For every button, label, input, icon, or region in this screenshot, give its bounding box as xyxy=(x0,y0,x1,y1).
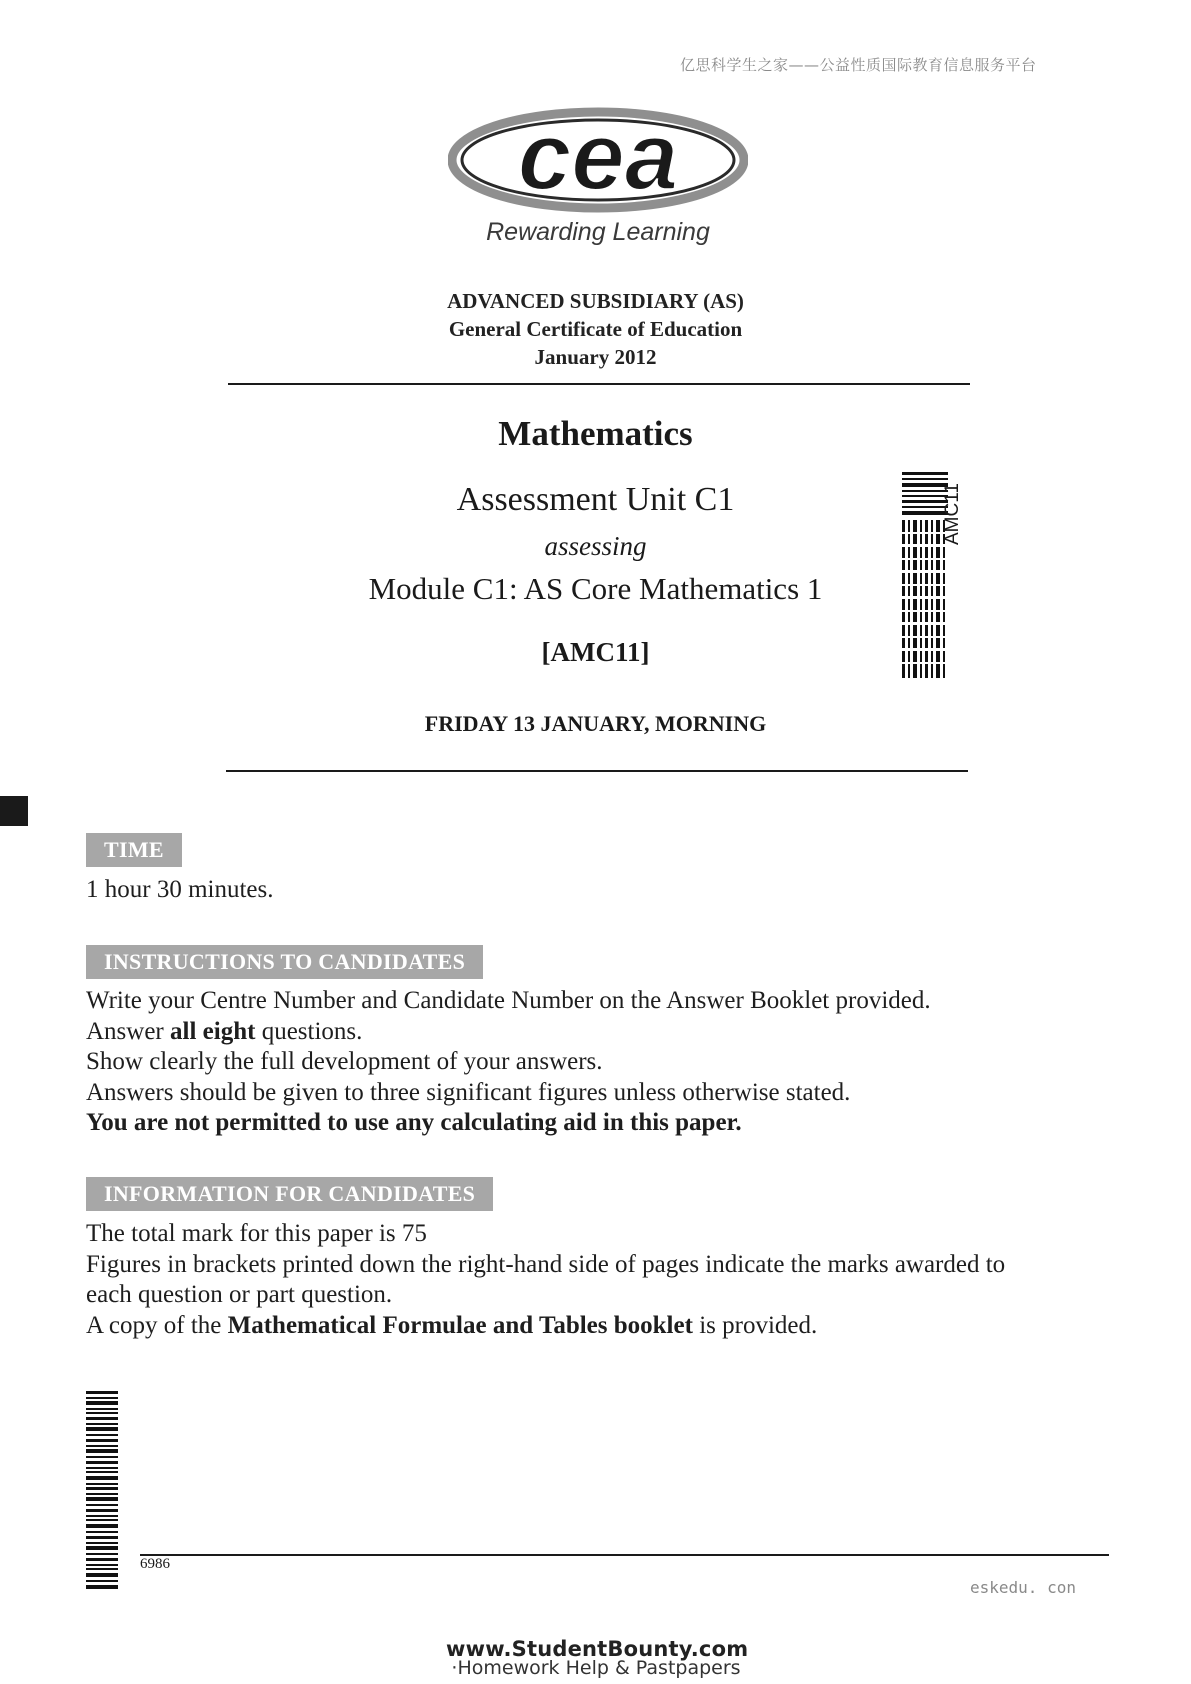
instruction-line: Answers should be given to three significant figures unless otherwise stated. xyxy=(86,1078,851,1106)
eskedu-watermark: eskedu. con xyxy=(970,1578,1076,1597)
module-name: Module C1: AS Core Mathematics 1 xyxy=(368,571,823,606)
footer-divider xyxy=(140,1554,1109,1556)
instruction-emphasis: all eight xyxy=(170,1017,256,1045)
information-line: each question or part question. xyxy=(86,1281,393,1308)
instruction-text: Answer xyxy=(86,1017,171,1045)
exam-date: FRIDAY 13 JANUARY, MORNING xyxy=(424,711,767,736)
page-number: 6986 xyxy=(140,1556,170,1572)
date-divider xyxy=(226,770,968,772)
exam-session: January 2012 xyxy=(534,345,657,369)
logo-text: cea xyxy=(517,103,679,210)
subject-title: Mathematics xyxy=(498,414,693,453)
qualification-level: ADVANCED SUBSIDIARY (AS) xyxy=(447,289,744,313)
time-label: TIME xyxy=(86,833,182,867)
instruction-line xyxy=(86,1017,931,1048)
studentbounty-url[interactable]: www.StudentBounty.com xyxy=(446,1637,749,1661)
barcode-label: AMC11 xyxy=(942,483,963,545)
information-label: INFORMATION FOR CANDIDATES xyxy=(86,1177,493,1211)
instruction-line-bold xyxy=(86,1108,931,1139)
information-text: is provided. xyxy=(692,1311,818,1339)
paper-code: [AMC11] xyxy=(541,637,650,667)
information-body xyxy=(86,1219,1005,1341)
information-line: The total mark for this paper is 75 xyxy=(86,1220,427,1247)
instructions-body xyxy=(86,986,931,1139)
header-divider xyxy=(228,383,970,385)
watermark-top: 亿思科学生之家——公益性质国际教育信息服务平台 xyxy=(680,56,1037,74)
information-line: Figures in brackets printed down the right-hand side of pages indicate the marks awarded to xyxy=(86,1250,1006,1278)
studentbounty-banner[interactable] xyxy=(446,1637,749,1684)
time-text: 1 hour 30 minutes. xyxy=(86,876,274,903)
time-value xyxy=(86,875,274,906)
instructions-label: INSTRUCTIONS TO CANDIDATES xyxy=(86,945,483,979)
logo-tagline: Rewarding Learning xyxy=(486,218,710,246)
studentbounty-tagline: ·Homework Help & Pastpapers xyxy=(451,1657,741,1679)
assessing-label: assessing xyxy=(544,531,647,561)
information-text: A copy of the xyxy=(86,1311,228,1339)
instruction-text: questions. xyxy=(255,1017,363,1045)
information-emphasis: Mathematical Formulae and Tables booklet xyxy=(227,1311,693,1339)
instruction-line: Show clearly the full development of your answers. xyxy=(86,1048,603,1075)
instruction-line: Write your Centre Number and Candidate Number on the Answer Booklet provided. xyxy=(86,987,931,1014)
registration-mark xyxy=(0,796,28,826)
information-line xyxy=(86,1311,1005,1342)
qualification-name: General Certificate of Education xyxy=(448,317,743,341)
barcode-bottom xyxy=(86,1391,118,1591)
calculator-warning: You are not permitted to use any calculating aid in this paper. xyxy=(86,1109,742,1136)
assessment-unit: Assessment Unit C1 xyxy=(456,481,735,518)
